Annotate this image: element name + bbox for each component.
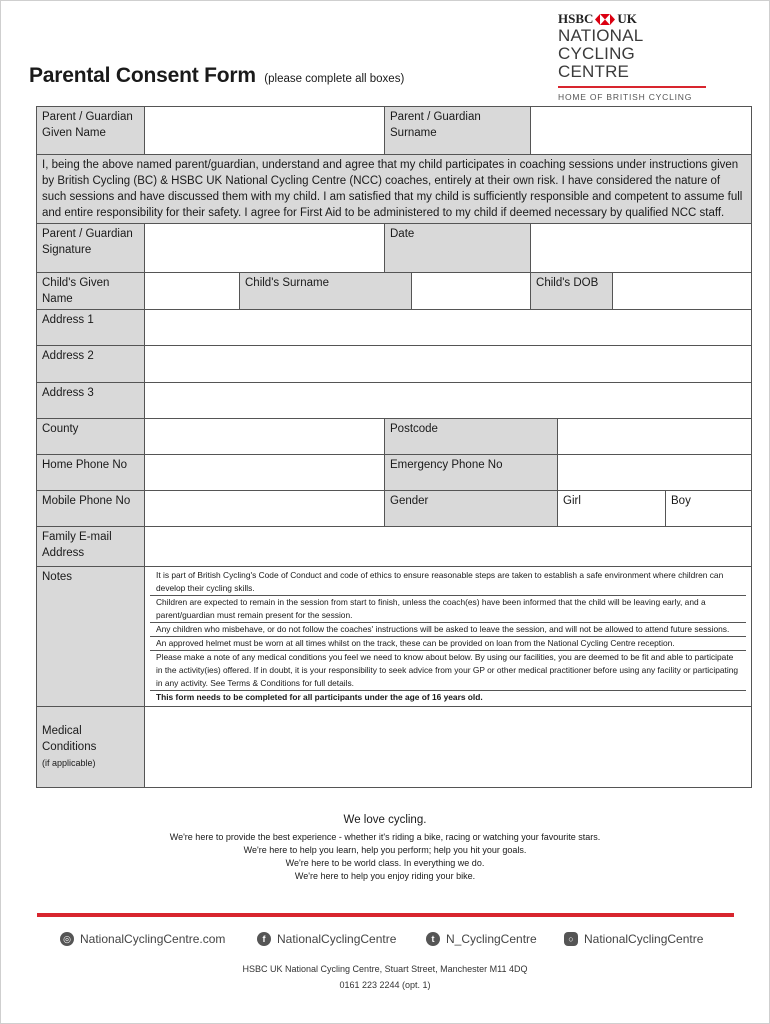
instagram-icon: ○ xyxy=(564,932,578,946)
tagline: We're here to provide the best experience - whether it's riding a bike, racing or watching your favourite stars. xyxy=(169,832,601,842)
instagram-link[interactable]: NationalCyclingCentre xyxy=(584,932,704,946)
logo-red-rule xyxy=(558,86,706,88)
home-phone-label: Home Phone No xyxy=(37,455,145,491)
globe-icon: ◎ xyxy=(60,932,74,946)
row-declaration xyxy=(37,155,752,224)
row-address3 xyxy=(37,383,752,419)
web-link[interactable]: NationalCyclingCentre.com xyxy=(80,932,226,946)
row-notes xyxy=(37,567,752,707)
child-surname-field[interactable] xyxy=(412,273,531,310)
gender-girl-option[interactable]: Girl xyxy=(558,491,666,527)
medical-label: Medical Conditions xyxy=(42,725,97,753)
footer-address: HSBC UK National Cycling Centre, Stuart Street, Manchester M11 4DQ xyxy=(242,964,528,974)
gender-boy-option[interactable]: Boy xyxy=(666,491,752,527)
logo-line-cycling-centre: CYCLING CENTRE xyxy=(558,44,635,81)
address2-label: Address 2 xyxy=(37,346,145,383)
address2-field[interactable] xyxy=(145,346,752,383)
gender-label: Gender xyxy=(385,491,558,527)
row-home-phone xyxy=(37,455,752,491)
child-dob-field[interactable] xyxy=(613,273,752,310)
note-item-required: This form needs to be completed for all participants under the age of 16 years old. xyxy=(156,692,483,702)
emergency-phone-field[interactable] xyxy=(558,455,752,491)
county-field[interactable] xyxy=(145,419,385,455)
address1-field[interactable] xyxy=(145,310,752,346)
ncc-logo xyxy=(558,11,708,102)
mobile-phone-field[interactable] xyxy=(145,491,385,527)
form-subtitle: (please complete all boxes) xyxy=(264,73,405,85)
note-item: An approved helmet must be worn at all times whilst on the track, these can be provided on loan from the National Cycling Centre reception. xyxy=(150,637,746,651)
mobile-phone-label: Mobile Phone No xyxy=(37,491,145,527)
child-given-name-label: Child's Given Name xyxy=(37,273,145,310)
row-address1 xyxy=(37,310,752,346)
date-field[interactable] xyxy=(531,224,752,273)
notes-label: Notes xyxy=(37,567,145,707)
parent-signature-label: Parent / Guardian Signature xyxy=(37,224,145,273)
logo-tagline: HOME OF BRITISH CYCLING xyxy=(558,92,693,102)
parent-given-name-label: Parent / Guardian Given Name xyxy=(37,107,145,155)
row-email xyxy=(37,527,752,567)
email-label: Family E-mail Address xyxy=(37,527,145,567)
hsbc-logo xyxy=(558,11,708,27)
row-county xyxy=(37,419,752,455)
form-title: Parental Consent Form xyxy=(29,64,256,87)
consent-form-table xyxy=(36,106,752,788)
logo-line-national: NATIONAL xyxy=(558,26,644,45)
declaration-text: I, being the above named parent/guardian, understand and agree that my child participates in coaching sessions under instructions given by British Cycling (BC) & HSBC UK National Cycling Centre (NCC) coaches, entirely at their own risk. I have considered the nature of such sessions and have discussed them with my child. I am satisfied that my child is sufficiently responsible and competent to assume full and entire responsibility for their safety. I agree for First Aid to be administered to my child if deemed necessary by qualified NCC staff. xyxy=(37,155,752,224)
row-child xyxy=(37,273,752,310)
child-given-name-field[interactable] xyxy=(145,273,240,310)
address3-field[interactable] xyxy=(145,383,752,419)
hsbc-suffix: UK xyxy=(617,11,637,26)
note-item: Please make a note of any medical conditions you feel we need to know about below. By using our facilities, you are deemed to be fit and able to participate in the activity(ies) offered. If in doubt, it is your responsibility to seek advice from your GP or other medical practitioner before using any facility or participating in any activity. See Terms & Conditions for full details. xyxy=(150,651,746,691)
social-facebook[interactable] xyxy=(257,932,396,946)
home-phone-field[interactable] xyxy=(145,455,385,491)
social-twitter[interactable] xyxy=(426,932,537,946)
hsbc-hexagon-icon xyxy=(595,14,615,25)
date-label: Date xyxy=(385,224,531,273)
twitter-link[interactable]: N_CyclingCentre xyxy=(446,932,537,946)
love-cycling-heading: We love cycling. xyxy=(343,814,427,826)
hsbc-text: HSBC xyxy=(558,11,594,26)
facebook-icon: f xyxy=(257,932,271,946)
parent-surname-field[interactable] xyxy=(531,107,752,155)
parent-given-name-field[interactable] xyxy=(145,107,385,155)
row-signature xyxy=(37,224,752,273)
county-label: County xyxy=(37,419,145,455)
twitter-icon: t xyxy=(426,932,440,946)
emergency-phone-label: Emergency Phone No xyxy=(385,455,558,491)
page-title xyxy=(29,64,404,88)
postcode-field[interactable] xyxy=(558,419,752,455)
note-item: Any children who misbehave, or do not follow the coaches' instructions will be asked to leave the session, and will not be allowed to attend future sessions. xyxy=(150,623,746,637)
footer-phone: 0161 223 2244 (opt. 1) xyxy=(339,980,431,990)
medical-sublabel: (if applicable) xyxy=(42,758,96,768)
address1-label: Address 1 xyxy=(37,310,145,346)
row-mobile xyxy=(37,491,752,527)
email-field[interactable] xyxy=(145,527,752,567)
notes-list xyxy=(145,567,752,707)
tagline: We're here to help you enjoy riding your bike. xyxy=(294,871,476,881)
medical-label-cell xyxy=(37,707,145,788)
footer-red-bar xyxy=(37,913,734,917)
social-instagram[interactable] xyxy=(564,932,703,946)
facebook-link[interactable]: NationalCyclingCentre xyxy=(277,932,397,946)
medical-field[interactable] xyxy=(145,707,752,788)
parent-surname-label: Parent / Guardian Surname xyxy=(385,107,531,155)
parent-signature-field[interactable] xyxy=(145,224,385,273)
row-medical xyxy=(37,707,752,788)
row-parent-name xyxy=(37,107,752,155)
child-dob-label: Child's DOB xyxy=(531,273,613,310)
row-address2 xyxy=(37,346,752,383)
note-item: Children are expected to remain in the session from start to finish, unless the coach(es) have been informed that the child will be leaving early, and a parent/guardian must remain present for the session. xyxy=(150,596,746,623)
tagline: We're here to help you learn, help you perform; help you hit your goals. xyxy=(243,845,527,855)
social-web[interactable] xyxy=(60,932,225,946)
postcode-label: Postcode xyxy=(385,419,558,455)
note-item: It is part of British Cycling's Code of Conduct and code of ethics to ensure reasonable steps are taken to establish a safe environment where children can develop their cycling skills. xyxy=(150,569,746,596)
tagline: We're here to be world class. In everything we do. xyxy=(285,858,485,868)
address3-label: Address 3 xyxy=(37,383,145,419)
child-surname-label: Child's Surname xyxy=(240,273,412,310)
